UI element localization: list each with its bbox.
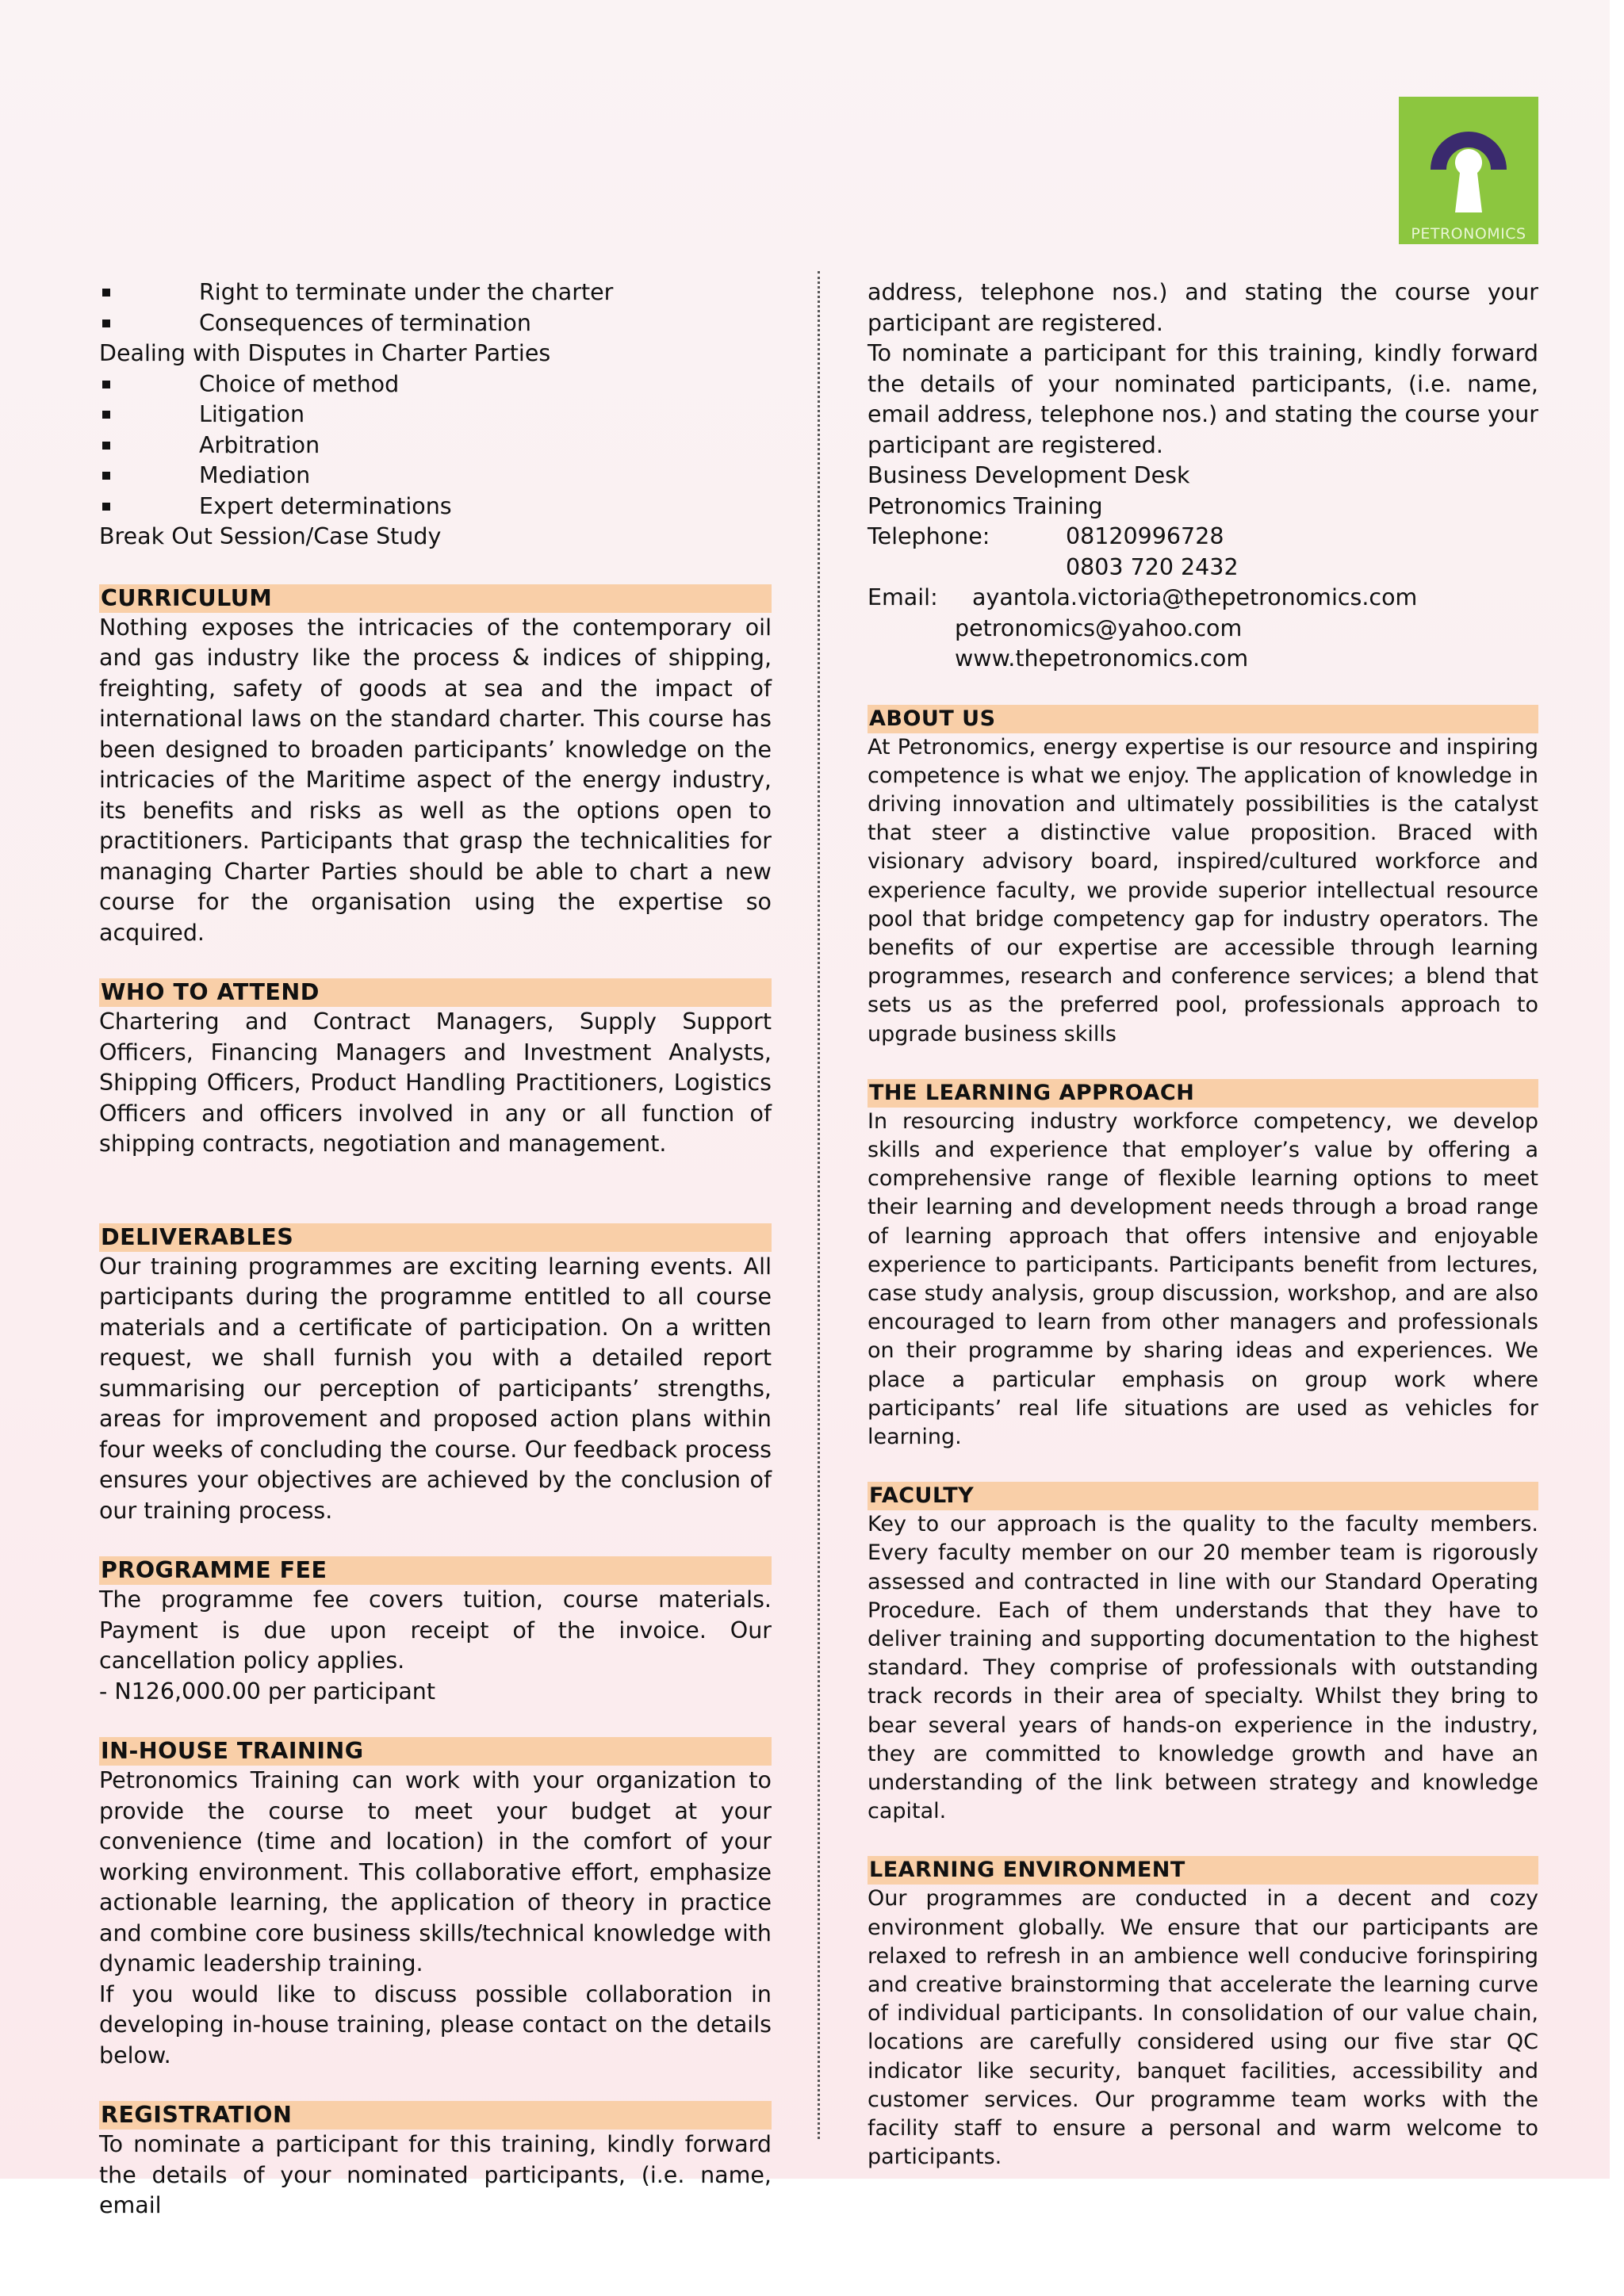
left-column (99, 277, 772, 2221)
registration-body: To nominate a participant for this training, kindly forward the details of your nominated participants, (i.e. name, email (99, 2131, 772, 2218)
list-item: Choice of method (99, 369, 772, 400)
website-link: www.thepetronomics.com (955, 645, 1249, 672)
list-item: Consequences of termination (99, 308, 772, 339)
list-item: Arbitration (99, 430, 772, 461)
programme-fee-price: - N126,000.00 per participant (99, 1678, 436, 1705)
in-house-training-heading: IN-HOUSE TRAINING (99, 1737, 772, 1766)
curriculum-heading: CURRICULUM (99, 584, 772, 613)
in-house-training-body: Petronomics Training can work with your organization to provide the course to meet your budget at your convenience (time and location) in the comfort of your working environment. This collaborative effort, emphasize actionable learning, the application of theory in practice and combine core business skills/technical knowledge with dynamic leadership training. (99, 1767, 772, 1976)
bullet-icon (102, 411, 110, 419)
bullet-icon (102, 289, 110, 297)
telephone-number: 08120996728 (1066, 523, 1224, 549)
email-row (868, 583, 1538, 614)
email-label: Email: (868, 584, 938, 610)
business-development-desk: Business Development Desk (868, 462, 1190, 488)
learning-approach-heading: THE LEARNING APPROACH (868, 1079, 1538, 1108)
telephone-label: Telephone: (868, 523, 990, 549)
learning-approach-body: In resourcing industry workforce competency, we develop skills and experience that employer’s value by offering a comprehensive range of flexible learning options to meet their learning and development needs through a broad range of learning approach that offers intensive and enjoyable experience to participants. Participants benefit from lectures, case study analysis, group discussion, workshop, and are also encouraged to learn from other managers and professionals on their programme by sharing ideas and experiences. We place a particular emphasis on group work where participants’ real life situations are used as vehicles for learning. (868, 1108, 1538, 1449)
who-to-attend-body: Chartering and Contract Managers, Supply Support Officers, Financing Managers and Investment Analysts, Shipping Officers, Product Handling Practitioners, Logistics Officers and officers involved in any or all function of shipping contracts, negotiation and management. (99, 1008, 772, 1157)
bullet-icon (102, 320, 110, 327)
deliverables-body: Our training programmes are exciting learning events. All participants during the programme entitled to all course materials and a certificate of participation. On a written request, we shall furnish you with a detailed report summarising our perception of participants’ strengths, areas for improvement and proposed action plans within four weeks of concluding the course. Our feedback process ensures your objectives are achieved by the conclusion of our training process. (99, 1253, 772, 1524)
list-item: Mediation (99, 461, 772, 492)
email-address: ayantola.victoria@thepetronomics.com (972, 584, 1418, 610)
about-us-heading: ABOUT US (868, 705, 1538, 733)
email-address-alt: petronomics@yahoo.com (955, 614, 1243, 641)
curriculum-body: Nothing exposes the intricacies of the contemporary oil and gas industry like the process & indices of shipping, freighting, safety of goods at sea and the impact of international laws on the standard charter. This course has been designed to broaden participants’ knowledge on the intricacies of the Maritime aspect of the energy industry, its benefits and risks as well as the options open to practitioners. Participants that grasp the technicalities for managing Charter Parties should be able to chart a new course for the organisation using the expertise so acquired. (99, 614, 772, 946)
telephone-row (868, 522, 1538, 553)
bullet-icon (102, 442, 110, 450)
registration-heading: REGISTRATION (99, 2101, 772, 2130)
bullet-icon (102, 472, 110, 480)
bullet-icon (102, 381, 110, 388)
list-item: Expert determinations (99, 492, 772, 522)
keyhole-arch-icon (1399, 97, 1538, 244)
company-name: Petronomics Training (868, 492, 1103, 519)
list-item: Litigation (99, 400, 772, 430)
registration-body-continued: address, telephone nos.) and stating the course your participant are registered. (868, 279, 1538, 336)
in-house-training-contact: If you would like to discuss possible collaboration in developing in-house training, please contact on the details below. (99, 1980, 772, 2068)
telephone-number-alt: 0803 720 2432 (1066, 553, 1239, 580)
faculty-body: Key to our approach is the quality to the faculty members. Every faculty member on our 20 member team is rigorously assessed and contracted in line with our Standard Operating Procedure. Each of them understands that they have to deliver training and supporting documentation to the highest standard. They comprise of professionals with outstanding track records in their area of specialty. Whilst they bring to bear several years of hands-on experience in the industry, they are committed to knowledge growth and have an understanding of the link between strategy and knowledge capital. (868, 1512, 1538, 1824)
programme-fee-heading: PROGRAMME FEE (99, 1556, 772, 1585)
right-column (868, 277, 1538, 2172)
column-divider (818, 271, 820, 2139)
faculty-heading: FACULTY (868, 1482, 1538, 1510)
about-us-body: At Petronomics, energy expertise is our resource and inspiring competence is what we enjoy. The application of knowledge in driving innovation and ultimately possibilities is the catalyst that steer a distinctive value proposition. Braced with visionary advisory board, inspired/cultured workforce and experience faculty, we provide superior intellectual resource pool that bridge competency gap for industry operators. The benefits of our expertise are accessible through learning programmes, research and conference services; a blend that sets us as the preferred pool, professionals approach to upgrade business skills (868, 734, 1538, 1047)
registration-repeat: To nominate a participant for this training, kindly forward the details of your nominated participants, (i.e. name, email address, telephone nos.) and stating the course your participant are registered. (868, 340, 1538, 458)
list-item: Right to terminate under the charter (99, 277, 772, 308)
disputes-subheading: Dealing with Disputes in Charter Parties (99, 340, 551, 366)
petronomics-logo (1399, 97, 1538, 244)
deliverables-heading: DELIVERABLES (99, 1223, 772, 1252)
who-to-attend-heading: WHO TO ATTEND (99, 978, 772, 1007)
breakout-session: Break Out Session/Case Study (99, 523, 442, 549)
learning-environment-heading: LEARNING ENVIRONMENT (868, 1856, 1538, 1885)
bullet-icon (102, 503, 110, 511)
logo-wordmark: PETRONOMICS (1411, 225, 1526, 243)
programme-fee-body: The programme fee covers tuition, course materials. Payment is due upon receipt of the invoice. Our cancellation policy applies. (99, 1586, 772, 1674)
learning-environment-body: Our programmes are conducted in a decent and cozy environment globally. We ensure that our participants are relaxed to refresh in an ambience well conducive forinspiring and creative brainstorming that accelerate the learning curve of individual participants. In consolidation of our value chain, locations are carefully considered using our five star QC indicator like security, banquet facilities, accessibility and customer services. Our programme team works with the facility staff to ensure a personal and warm welcome to participants. (868, 1886, 1538, 2170)
